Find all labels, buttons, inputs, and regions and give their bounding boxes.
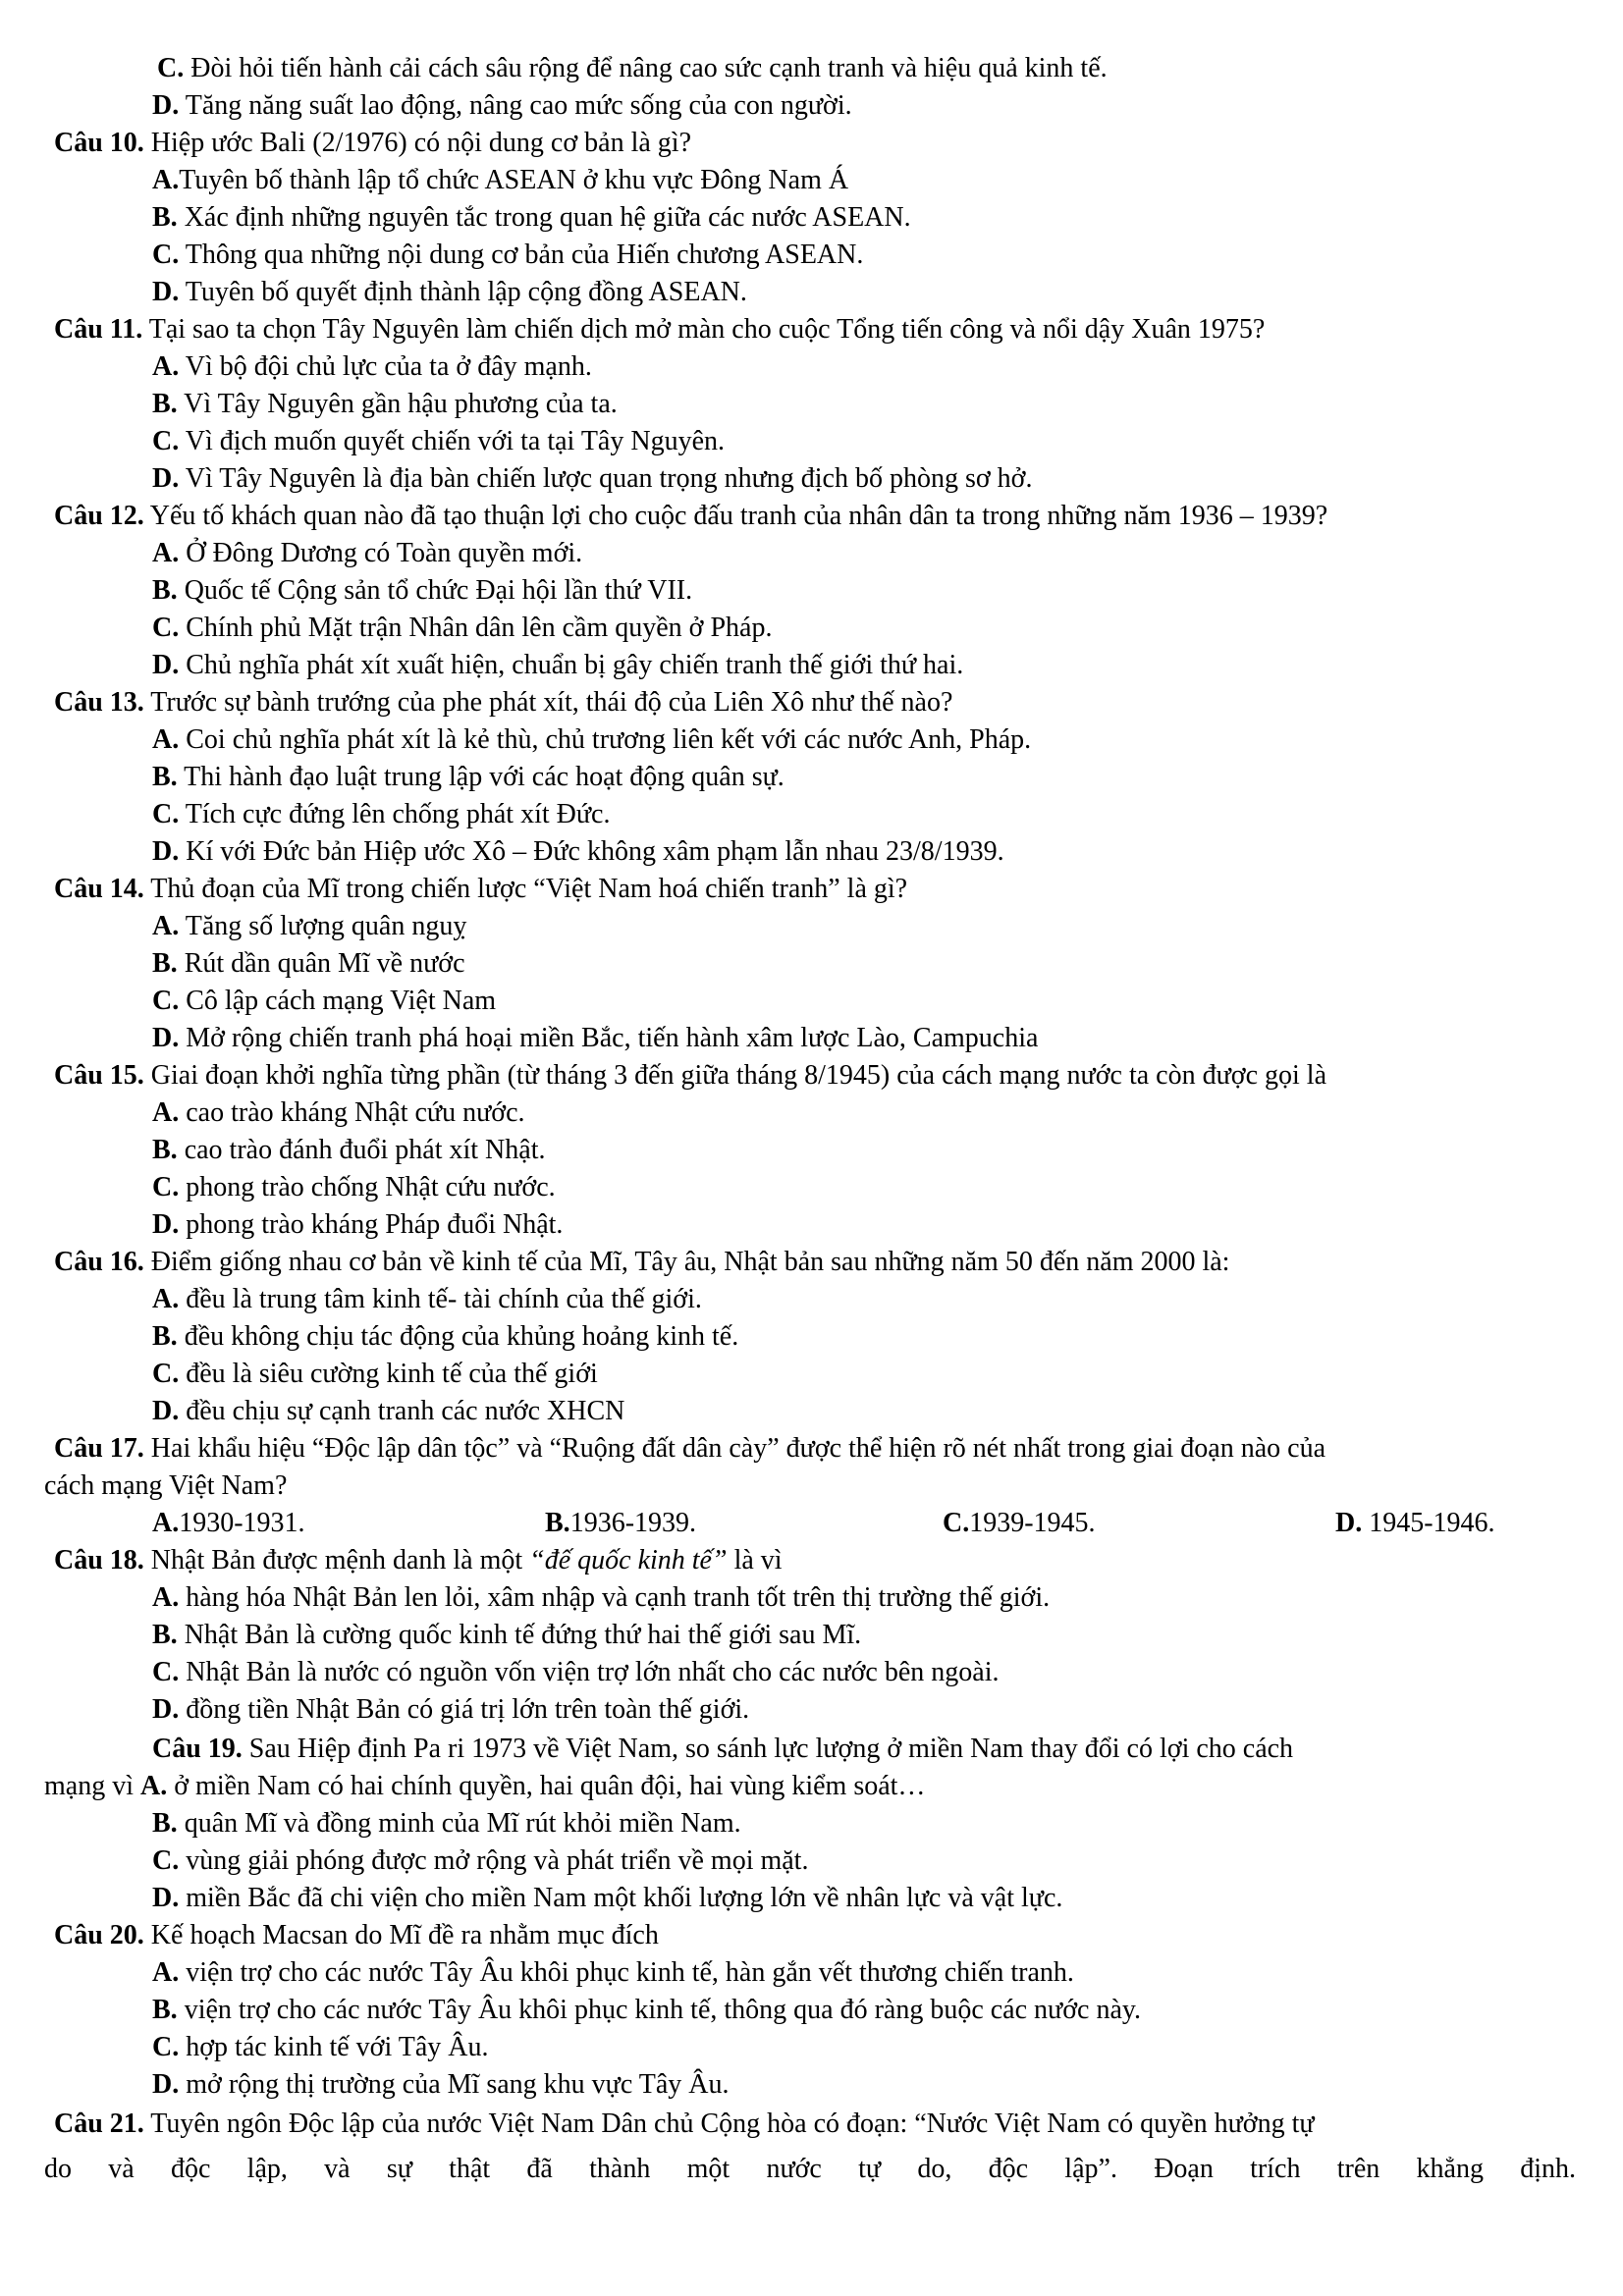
q18-option-d: D. đồng tiền Nhật Bản có giá trị lớn trên toàn thế giới. — [152, 1694, 750, 1725]
q12-option-b: B. Quốc tế Cộng sản tổ chức Đại hội lần thứ VII. — [152, 575, 693, 606]
q17-stem: Câu 17. Hai khẩu hiệu “Độc lập dân tộc” và “Ruộng đất dân cày” được thể hiện rõ nét nhất trong giai đoạn nào của — [54, 1433, 1326, 1464]
q16-option-c: C. đều là siêu cường kinh tế của thế giới — [152, 1359, 598, 1389]
q9-option-c: C. Đòi hỏi tiến hành cải cách sâu rộng để nâng cao sức cạnh tranh và hiệu quả kinh tế. — [157, 53, 1108, 83]
q16-option-b: B. đều không chịu tác động của khủng hoảng kinh tế. — [152, 1321, 739, 1352]
q16-stem: Câu 16. Điểm giống nhau cơ bản về kinh tế của Mĩ, Tây âu, Nhật bản sau những năm 50 đến năm 2000 là: — [54, 1247, 1230, 1277]
q11-option-a: A. Vì bộ đội chủ lực của ta ở đây mạnh. — [152, 351, 592, 382]
q16-option-a: A. đều là trung tâm kinh tế- tài chính của thế giới. — [152, 1284, 702, 1314]
q14-stem: Câu 14. Thủ đoạn của Mĩ trong chiến lược “Việt Nam hoá chiến tranh” là gì? — [54, 874, 908, 904]
q20-option-a: A. viện trợ cho các nước Tây Âu khôi phục kinh tế, hàn gắn vết thương chiến tranh. — [152, 1957, 1074, 1988]
q20-option-b: B. viện trợ cho các nước Tây Âu khôi phục kinh tế, thông qua đó ràng buộc các nước này. — [152, 1995, 1142, 2025]
q11-option-c: C. Vì địch muốn quyết chiến với ta tại Tây Nguyên. — [152, 426, 726, 456]
q13-option-c: C. Tích cực đứng lên chống phát xít Đức. — [152, 799, 611, 829]
q20-option-d: D. mở rộng thị trường của Mĩ sang khu vực Tây Âu. — [152, 2069, 730, 2100]
q20-option-c: C. hợp tác kinh tế với Tây Âu. — [152, 2032, 489, 2062]
q17-option-c: C.1939-1945. — [943, 1508, 1096, 1538]
q10-stem: Câu 10. Hiệp ước Bali (2/1976) có nội dung cơ bản là gì? — [54, 128, 692, 158]
q13-option-a: A. Coi chủ nghĩa phát xít là kẻ thù, chủ trương liên kết với các nước Anh, Pháp. — [152, 724, 1032, 755]
q15-option-b: B. cao trào đánh đuổi phát xít Nhật. — [152, 1135, 546, 1165]
q20-stem: Câu 20. Kế hoạch Macsan do Mĩ đề ra nhằm mục đích — [54, 1920, 659, 1950]
q19-stem: Câu 19. Sau Hiệp định Pa ri 1973 về Việt Nam, so sánh lực lượng ở miền Nam thay đổi có lợi cho cách — [152, 1734, 1294, 1764]
q14-option-c: C. Cô lập cách mạng Việt Nam — [152, 986, 497, 1016]
q18-option-c: C. Nhật Bản là nước có nguồn vốn viện trợ lớn nhất cho các nước bên ngoài. — [152, 1657, 1000, 1687]
q11-stem: Câu 11. Tại sao ta chọn Tây Nguyên làm chiến dịch mở màn cho cuộc Tổng tiến công và nổi dậy Xuân 1975? — [54, 314, 1266, 345]
q18-option-b: B. Nhật Bản là cường quốc kinh tế đứng thứ hai thế giới sau Mĩ. — [152, 1620, 862, 1650]
q17-option-a: A.1930-1931. — [152, 1508, 305, 1538]
q11-option-d: D. Vì Tây Nguyên là địa bàn chiến lược quan trọng nhưng địch bố phòng sơ hở. — [152, 463, 1033, 494]
q12-option-c: C. Chính phủ Mặt trận Nhân dân lên cầm quyền ở Pháp. — [152, 613, 773, 643]
q14-option-d: D. Mở rộng chiến tranh phá hoại miền Bắc, tiến hành xâm lược Lào, Campuchia — [152, 1023, 1039, 1053]
q13-stem: Câu 13. Trước sự bành trướng của phe phát xít, thái độ của Liên Xô như thế nào? — [54, 687, 953, 718]
q10-option-b: B. Xác định những nguyên tắc trong quan hệ giữa các nước ASEAN. — [152, 202, 911, 233]
q9-option-d: D. Tăng năng suất lao động, nâng cao mức sống của con người. — [152, 90, 852, 121]
q11-option-b: B. Vì Tây Nguyên gần hậu phương của ta. — [152, 389, 618, 419]
q18-option-a: A. hàng hóa Nhật Bản len lỏi, xâm nhập và cạnh tranh tốt trên thị trường thế giới. — [152, 1582, 1051, 1613]
q19-stem-continued: mạng vì A. ở miền Nam có hai chính quyền, hai quân đội, hai vùng kiểm soát… — [44, 1771, 926, 1801]
q18-stem: Câu 18. Nhật Bản được mệnh danh là một “đế quốc kinh tế” là vì — [54, 1545, 783, 1575]
q10-option-a: A.Tuyên bố thành lập tổ chức ASEAN ở khu vực Đông Nam Á — [152, 165, 849, 195]
q17-stem-continued: cách mạng Việt Nam? — [44, 1470, 288, 1501]
q15-option-a: A. cao trào kháng Nhật cứu nước. — [152, 1097, 525, 1128]
q16-option-d: D. đều chịu sự cạnh tranh các nước XHCN — [152, 1396, 625, 1426]
q12-stem: Câu 12. Yếu tố khách quan nào đã tạo thuận lợi cho cuộc đấu tranh của nhân dân ta trong những năm 1936 – 1939? — [54, 501, 1328, 531]
q19-option-c: C. vùng giải phóng được mở rộng và phát triển về mọi mặt. — [152, 1845, 809, 1876]
q15-option-d: D. phong trào kháng Pháp đuổi Nhật. — [152, 1209, 564, 1240]
q19-option-d: D. miền Bắc đã chi viện cho miền Nam một khối lượng lớn về nhân lực và vật lực. — [152, 1883, 1063, 1913]
q15-option-c: C. phong trào chống Nhật cứu nước. — [152, 1172, 556, 1202]
q14-option-a: A. Tăng số lượng quân nguỵ — [152, 911, 467, 941]
q21-stem: Câu 21. Tuyên ngôn Độc lập của nước Việt Nam Dân chủ Cộng hòa có đoạn: “Nước Việt Nam có quyền hưởng tự — [54, 2109, 1315, 2139]
q12-option-d: D. Chủ nghĩa phát xít xuất hiện, chuẩn bị gây chiến tranh thế giới thứ hai. — [152, 650, 964, 680]
q10-option-d: D. Tuyên bố quyết định thành lập cộng đồng ASEAN. — [152, 277, 747, 307]
q17-option-b: B.1936-1939. — [545, 1508, 697, 1538]
q12-option-a: A. Ở Đông Dương có Toàn quyền mới. — [152, 538, 583, 568]
q17-option-d: D. 1945-1946. — [1335, 1508, 1495, 1538]
q19-option-b: B. quân Mĩ và đồng minh của Mĩ rút khỏi miền Nam. — [152, 1808, 741, 1839]
q10-option-c: C. Thông qua những nội dung cơ bản của Hiến chương ASEAN. — [152, 240, 864, 270]
q14-option-b: B. Rút dần quân Mĩ về nước — [152, 948, 465, 979]
q13-option-b: B. Thi hành đạo luật trung lập với các hoạt động quân sự. — [152, 762, 784, 792]
q15-stem: Câu 15. Giai đoạn khởi nghĩa từng phần (từ tháng 3 đến giữa tháng 8/1945) của cách mạng nước ta còn được gọi là — [54, 1060, 1327, 1091]
q21-stem-continued: do và độc lập, và sự thật đã thành một nước tự do, độc lập”. Đoạn trích trên khẳng định. — [44, 2154, 1576, 2184]
q13-option-d: D. Kí với Đức bản Hiệp ước Xô – Đức không xâm phạm lẫn nhau 23/8/1939. — [152, 836, 1004, 867]
